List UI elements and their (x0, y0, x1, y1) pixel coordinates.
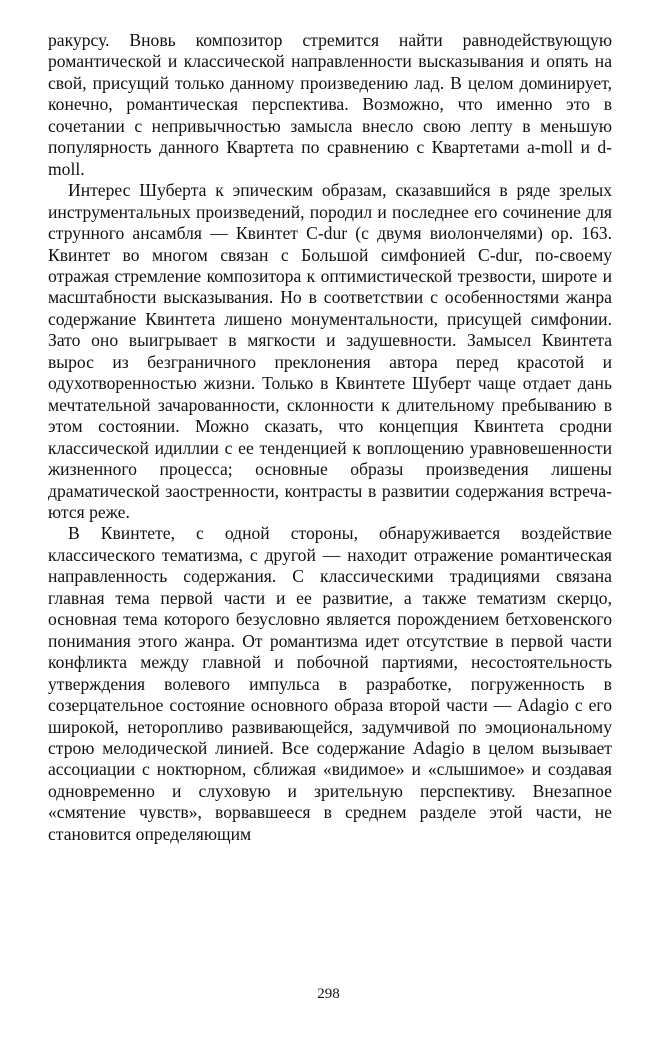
paragraph-quintet-analysis: В Квинтете, с одной стороны, обнаруживается воздействие классического тематизма, с другой — находит отражение романтическая направленность содержания. С классическими традициями связана главная тема первой части и ее развитие, а также тематизм скерцо, основная тема которого безусловно является порождением бетховенского понимания этого жанра. От романтизма идет отсутствие в первой части конфликта между главной и побочной партиями, несостоятельность утверждения волевого импульса в разработке, погруженность в созерцательное состояние основного образа второй части — Adagio с его широкой, неторопливо развивающейся, задумчивой по эмоциональному строю мелодической линией. Все содержание Adagio в целом вызывает ассоциации с ноктюрном, сближая «видимое» и «слышимое» и создавая одновременно и слуховую и зрительную перспективу. Внезапное «смятение чувств», ворвавшееся в среднем разделе этой части, не становится определяющим (48, 523, 612, 844)
page-text-block (48, 30, 612, 845)
page-number: 298 (317, 986, 340, 1002)
paragraph-quintet-intro: Интерес Шуберта к эпическим образам, сказавшийся в ряде зрелых инструментальных произведений, породил и последнее его сочинение для струнного ансамбля — Квинтет C-dur (с двумя виолончелями) ор. 163. Квинтет во многом связан с Большой симфонией C-dur, по-своему отражая стремление композитора к оптимистической трезвости, широте и масштабности высказывания. Но в соответствии с особенностями жанра содержание Квинтета лишено монументальности, присущей симфонии. Зато оно выигрывает в мягкости и задушевности. Замысел Квинтета вырос из безграничного преклонения автора перед красотой и одухотворенностью жизни. Только в Квинтете Шуберт чаще отдает дань мечтательной зачарованности, склонности к длительному пребыванию в этом состоянии. Можно сказать, что концепция Квинтета сродни классической идиллии с ее тенденцией к воплощению уравновешенности жизненного процесса; основные образы произведения лишены драматической заостренности, контрасты в развитии содержания встречаются реже. (48, 180, 612, 522)
paragraph-continuation: ракурсу. Вновь композитор стремится найти равнодействующую романтической и классической направленности высказывания и опять на свой, присущий только данному произведению лад. В целом доминирует, конечно, романтическая перспектива. Возможно, что именно это в сочетании с непривычностью замысла внесло свою лепту в меньшую популярность данного Квартета по сравнению с Квартетами a-moll и d-moll. (48, 30, 612, 179)
